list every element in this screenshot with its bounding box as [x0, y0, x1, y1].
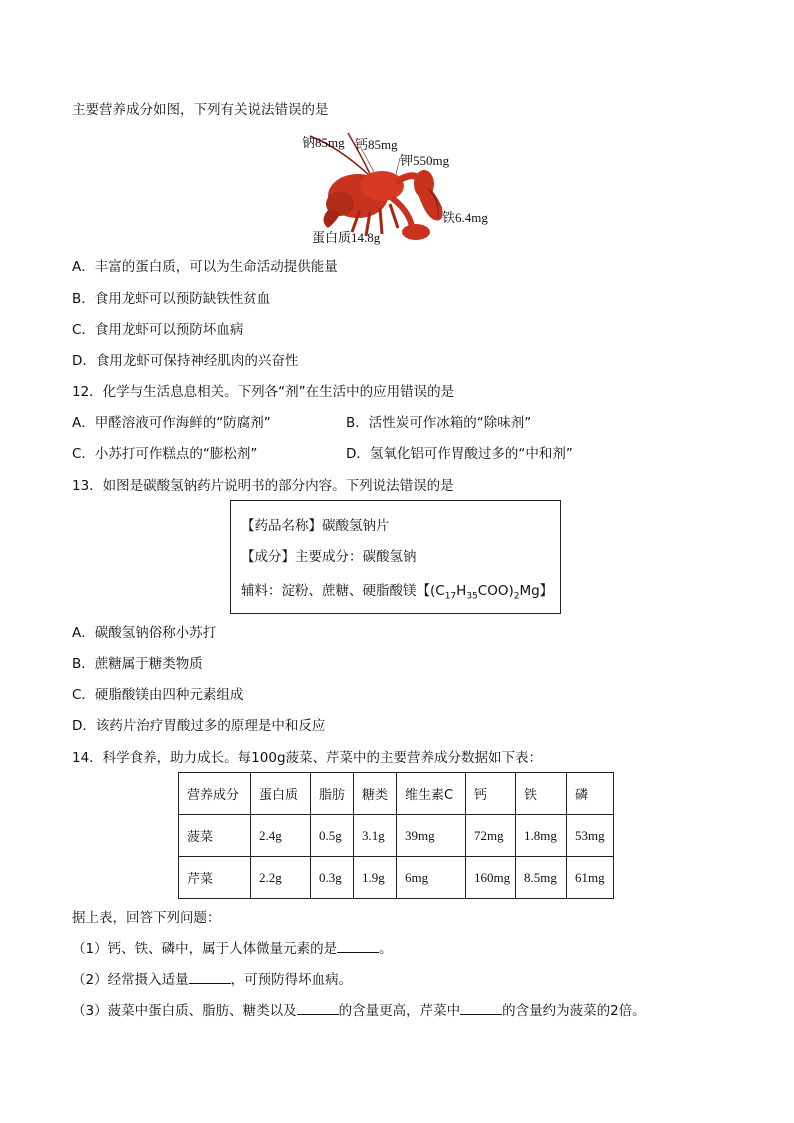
table-header-cell: 铁 [516, 773, 567, 815]
answer-blank[interactable] [297, 1002, 339, 1015]
calcium-label: 钙85mg [355, 137, 398, 152]
q13-option-c: C．硬脂酸镁由四种元素组成 [72, 687, 244, 703]
table-cell: 8.5mg [516, 857, 567, 899]
q11-option-b: B．食用龙虾可以预防缺铁性贫血 [72, 291, 271, 307]
table-row [179, 857, 614, 899]
drug-excipients [241, 579, 553, 602]
table-header-cell: 营养成分 [179, 773, 251, 815]
q13-option-b: B．蔗糖属于糖类物质 [72, 656, 203, 672]
q13-option-d: D．该药片治疗胃酸过多的原理是中和反应 [72, 718, 326, 734]
q14-sub-3 [72, 1002, 646, 1020]
table-header-cell: 磷 [567, 773, 614, 815]
drug-label-box [230, 500, 561, 614]
table-cell: 1.9g [354, 857, 397, 899]
q13-option-a: A．碳酸氢钠俗称小苏打 [72, 625, 217, 641]
potassium-label: 钾550mg [400, 153, 450, 168]
table-cell: 2.2g [251, 857, 311, 899]
sodium-label: 钠85mg [302, 135, 345, 150]
answer-blank[interactable] [460, 1002, 502, 1015]
answer-blank[interactable] [337, 940, 379, 953]
table-cell: 0.5g [311, 815, 354, 857]
sub2-text: （2）经常摄入适量 [72, 972, 189, 988]
formula-sub-3: 2 [513, 591, 520, 602]
table-cell: 3.1g [354, 815, 397, 857]
table-cell: 72mg [466, 815, 516, 857]
answer-blank[interactable] [189, 971, 231, 984]
drug-component: 【成分】主要成分：碳酸氢钠 [241, 549, 417, 565]
sub3-tail: 的含量约为菠菜的2倍。 [502, 1003, 646, 1019]
q14-prompt: 据上表，回答下列问题： [72, 910, 221, 926]
question-14-stem: 14．科学食养，助力成长。每100g菠菜、芹菜中的主要营养成分数据如下表： [72, 750, 543, 766]
question-12-stem: 12．化学与生活息息相关。下列各“剂”在生活中的应用错误的是 [72, 384, 455, 400]
q12-option-a: A．甲醛溶液可作海鲜的“防腐剂” [72, 415, 271, 431]
table-cell: 6mg [397, 857, 466, 899]
table-header-cell: 蛋白质 [251, 773, 311, 815]
q12-option-c: C．小苏打可作糕点的“膨松剂” [72, 446, 258, 462]
sub1-text: （1）钙、铁、磷中，属于人体微量元素的是 [72, 941, 338, 957]
q11-option-c: C．食用龙虾可以预防坏血病 [72, 322, 244, 338]
protein-label: 蛋白质14.8g [312, 230, 381, 245]
table-cell: 61mg [567, 857, 614, 899]
question-11-stem: 主要营养成分如图，下列有关说法错误的是 [72, 102, 329, 118]
excipient-suffix: Mg】 [519, 583, 554, 599]
table-cell: 芹菜 [179, 857, 251, 899]
table-cell: 1.8mg [516, 815, 567, 857]
formula-h: H [456, 583, 467, 599]
sub1-tail: 。 [379, 941, 393, 957]
q14-sub-2 [72, 971, 352, 989]
question-13-stem: 13．如图是碳酸氢钠药片说明书的部分内容。下列说法错误的是 [72, 478, 454, 494]
q12-option-b: B．活性炭可作冰箱的“除味剂” [346, 415, 532, 431]
q12-option-d: D．氢氧化铝可作胃酸过多的“中和剂” [346, 446, 573, 462]
sub3-mid: 的含量更高，芹菜中 [338, 1003, 461, 1019]
table-cell: 53mg [567, 815, 614, 857]
excipient-prefix: 辅料：淀粉、蔗糖、硬脂酸镁【(C [241, 583, 445, 599]
sub2-tail: ，可预防得坏血病。 [230, 972, 353, 988]
q14-sub-1 [72, 940, 393, 958]
table-cell: 0.3g [311, 857, 354, 899]
table-cell: 39mg [397, 815, 466, 857]
table-header-cell: 脂肪 [311, 773, 354, 815]
iron-label: 铁6.4mg [442, 210, 488, 225]
q11-option-a: A．丰富的蛋白质，可以为生命活动提供能量 [72, 259, 338, 275]
table-cell: 2.4g [251, 815, 311, 857]
sub3-text: （3）菠菜中蛋白质、脂肪、糖类以及 [72, 1003, 297, 1019]
table-row [179, 815, 614, 857]
lobster-nutrition-figure [300, 128, 500, 246]
formula-sub-1: 17 [444, 591, 457, 602]
table-header-row [179, 773, 614, 815]
table-cell: 160mg [466, 857, 516, 899]
drug-name: 【药品名称】碳酸氢钠片 [241, 518, 390, 534]
table-cell: 菠菜 [179, 815, 251, 857]
formula-sub-2: 35 [466, 591, 478, 602]
table-header-cell: 钙 [466, 773, 516, 815]
nutrition-table [178, 772, 614, 899]
table-header-cell: 维生素C [397, 773, 466, 815]
table-header-cell: 糖类 [354, 773, 397, 815]
q11-option-d: D．食用龙虾可保持神经肌肉的兴奋性 [72, 353, 299, 369]
formula-coo: COO) [477, 583, 514, 599]
